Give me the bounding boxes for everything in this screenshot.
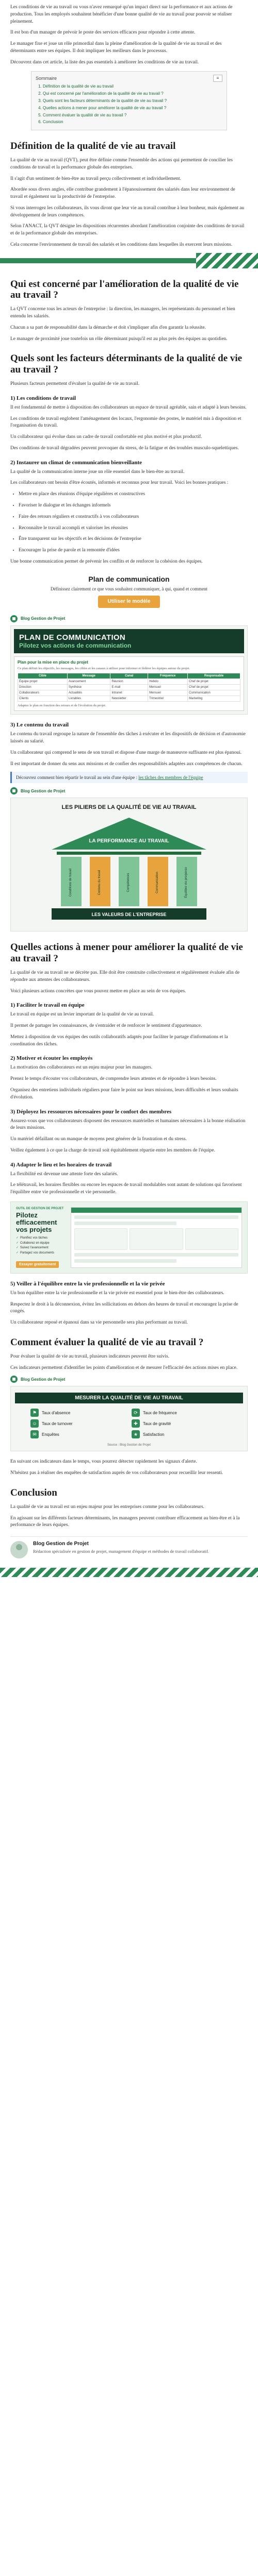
section-heading: Quels sont les facteurs déterminants de la qualité de vie au travail ? — [10, 353, 243, 376]
plan-document — [14, 656, 244, 711]
mockup-row — [74, 1253, 238, 1257]
table-cell: Actualités — [68, 690, 110, 696]
measure-item — [30, 1419, 126, 1428]
paragraph: Une bonne communication permet de prévenir les conflits et de renforcer la cohésion des équipes. — [10, 558, 203, 564]
table-cell: Chef de projet — [188, 679, 240, 685]
pillars-base-label: LES VALEURS DE L'ENTREPRISE — [91, 912, 167, 918]
table-header: Cible — [18, 673, 68, 679]
table-cell: Chef de projet — [188, 685, 240, 690]
measure-item — [30, 1430, 126, 1438]
subsection-heading: 2) Instaurer un climat de communication bienveillante — [10, 459, 142, 466]
subsection-heading: 3) Le contenu du travail — [10, 722, 69, 728]
toc-item[interactable]: 5. Comment évaluer la qualité de vie au travail ? — [43, 113, 222, 118]
pillars-title: LES PILIERS DE LA QUALITÉ DE VIE AU TRAVAIL — [61, 804, 197, 811]
table-cell: E-mail — [110, 685, 148, 690]
paragraph: La QVT concerne tous les acteurs de l'entreprise : la direction, les managers, les représentants du personnel et bien entendu les salariés. — [10, 307, 235, 319]
pillar-label: Compétences — [127, 873, 130, 892]
star-icon: ★ — [132, 1430, 140, 1438]
mockup-card — [130, 1228, 183, 1250]
intro-paragraph: Le manager fixe et joue un rôle primordial dans la pleine d'amélioration de la qualité de vie au travail et des déterminants entre ses équipes. Il doit impliquer les meilleurs dans le processus. — [10, 41, 222, 54]
pillars-illustration — [10, 798, 248, 931]
plan-banner-title: PLAN DE COMMUNICATION — [19, 633, 126, 642]
pillars-roof — [52, 818, 206, 850]
refresh-icon: ⟳ — [132, 1409, 140, 1417]
paragraph: Cela concerne l'environnement de travail des salariés et les conditions dans lesquelles ils exercent leurs missions. — [10, 242, 233, 247]
paragraph: Il s'agit d'un sentiment de bien-être au travail perçu collectivement et individuellement. — [10, 176, 182, 181]
table-cell: Clients — [18, 696, 68, 702]
intro-paragraph: Il est bon d'un manager de prévoir le poste des services efficaces pour répondre à cette attente. — [10, 30, 196, 36]
paragraph: La motivation des collaborateurs est un enjeu majeur pour les managers. — [10, 1065, 153, 1071]
table-cell: Hebdo — [148, 679, 188, 685]
paragraph: Prenez le temps d'écouter vos collaborateurs, de comprendre leurs attentes et de répondre à leurs besoins. — [10, 1076, 217, 1082]
table-cell: Direction — [18, 685, 68, 690]
section-heading: Définition de la qualité de vie au travail — [10, 141, 176, 152]
author-info — [33, 1541, 209, 1554]
table-header: Responsable — [188, 673, 240, 679]
measure-label: Taux de turnover — [42, 1421, 73, 1426]
paragraph: Voici plusieurs actions concrètes que vous pouvez mettre en place au sein de vos équipes. — [10, 988, 186, 994]
mockup-header — [71, 1208, 241, 1213]
list-item: • Reconnaître le travail accompli et valoriser les réussites — [19, 525, 248, 532]
pillars-beam — [57, 852, 201, 855]
smiley-icon: ☺ — [30, 1419, 39, 1428]
decorative-band — [0, 253, 258, 268]
decorative-band — [0, 1568, 258, 1577]
paragraph: Assurez-vous que vos collaborateurs disposent des ressources matérielles et humaines nécessaires à la bonne réalisation de leurs missions. — [10, 1118, 246, 1131]
section-heading: Comment évaluer la qualité de vie au travail ? — [10, 1337, 204, 1348]
paragraph: Un collaborateur qui comprend le sens de son travail et dispose d'une marge de manœuvre suffisante est plus épanoui. — [10, 750, 242, 755]
paragraph: Un collaborateur qui évolue dans un cadre de travail confortable est plus motivé et plus productif. — [10, 434, 202, 440]
toc-item[interactable]: 1. Définition de la qualité de vie au travail — [43, 84, 222, 90]
brand — [10, 615, 248, 622]
table-header: Fréquence — [148, 673, 188, 679]
section-heading: Qui est concerné par l'amélioration de la qualité de vie au travail ? — [10, 278, 239, 301]
author-name[interactable]: Blog Gestion de Projet — [33, 1541, 89, 1547]
table-row — [18, 679, 240, 685]
callout-text: Découvrez comment bien répartir le travail au sein d'une équipe — [16, 775, 135, 781]
table-cell: Collaborateurs — [18, 690, 68, 696]
measure-item — [132, 1419, 228, 1428]
toc-item[interactable]: 2. Qui est concerné par l'amélioration de la qualité de vie au travail ? — [43, 91, 222, 97]
measure-label: Taux d'absence — [42, 1410, 71, 1415]
paragraph: Le travail en équipe est un levier important de la qualité de vie au travail. — [10, 1012, 154, 1018]
mockup-row — [74, 1215, 238, 1219]
toc-toggle-button[interactable]: ≡ — [213, 75, 222, 82]
promo-title: Pilotez efficacement vos projets — [16, 1211, 57, 1234]
table-header: Canal — [110, 673, 148, 679]
brand-logo-icon — [10, 615, 18, 622]
paragraph: Un matériel défaillant ou un manque de moyens peut générer de la frustration et du stress. — [10, 1137, 187, 1142]
promo-feature: ✓ Planifiez vos tâches — [16, 1236, 66, 1241]
paragraph: La qualité de la communication interne joue un rôle essentiel dans le bien-être au travail. — [10, 469, 185, 474]
plan-note: Adaptez le plan en fonction des retours et de l'évolution du projet. — [18, 704, 106, 708]
list-item: • Faire des retours réguliers et constructifs à vos collaborateurs — [19, 514, 248, 521]
measure-label: Enquêtes — [42, 1432, 59, 1437]
measure-label: Satisfaction — [143, 1432, 165, 1437]
promo-features — [16, 1236, 66, 1256]
table-cell: Livrables — [68, 696, 110, 702]
author-box — [10, 1536, 248, 1563]
paragraph: Organisez des entretiens individuels réguliers pour faire le point sur leurs missions, leurs difficultés et leurs souhaits d'évolution. — [10, 1087, 238, 1100]
list-item: • Favoriser le dialogue et les échanges informels — [19, 502, 248, 510]
paragraph: Un collaborateur reposé et épanoui dans sa vie personnelle sera plus performant au travail. — [10, 1320, 188, 1326]
subsection-heading: 2) Motiver et écouter les employés — [10, 1055, 93, 1062]
pillar-label: Contenu du travail — [98, 870, 101, 895]
intro-paragraph: Découvrez dans cet article, la liste des pas essentiels à améliorer les conditions de vie au travail. — [10, 59, 199, 65]
brand-name: Blog Gestion de Projet — [21, 788, 66, 793]
band-stripe — [196, 253, 258, 268]
paragraph: La flexibilité est devenue une attente forte des salariés. — [10, 1171, 118, 1177]
table-row — [18, 685, 240, 690]
cta-text: Définissez clairement ce que vous souhaitez communiquer, à qui, quand et comment — [50, 586, 208, 591]
table-header-row — [18, 673, 240, 679]
paragraph: Abordée sous divers angles, elle contribue grandement à l'épanouissement des salariés dans leur environnement de travail et également sur la productivité de l'entreprise. — [10, 187, 235, 200]
table-cell: Marketing — [188, 696, 240, 702]
bullet-list — [10, 491, 248, 554]
table-row — [18, 696, 240, 702]
brand-name: Blog Gestion de Projet — [21, 616, 66, 621]
paragraph: Un bon équilibre entre la vie professionnelle et la vie privée est essentiel pour le bien-être des collaborateurs. — [10, 1290, 224, 1296]
paragraph: Selon l'ANACT, la QVT désigne les dispositions récurrentes abordant l'amélioration conjointe des conditions de travail et de la performance globale des entreprises. — [10, 224, 245, 236]
list-item: • Être transparent sur les objectifs et les décisions de l'entreprise — [19, 536, 248, 543]
subsection-heading: 1) Les conditions de travail — [10, 395, 76, 401]
table-of-contents — [31, 71, 227, 130]
toc-list — [36, 84, 222, 125]
subsection-heading: 4) Adapter le lieu et les horaires de travail — [10, 1161, 112, 1168]
paragraph: Ces indicateurs permettent d'identifier les points d'amélioration et de mesurer l'efficacité des actions mises en place. — [10, 1365, 238, 1370]
subsection-heading: 3) Déployez les ressources nécessaires pour le confort des membres — [10, 1108, 172, 1115]
mockup-row — [74, 1222, 176, 1225]
table-cell: Équipe projet — [18, 679, 68, 685]
measure-item — [132, 1409, 228, 1417]
promo-banner — [10, 1201, 248, 1274]
paragraph: Les conditions de travail englobent l'aménagement des locaux, l'ergonomie des postes, le matériel mis à disposition et l'organisation du travail. — [10, 416, 241, 429]
list-item: • Mettre en place des réunions d'équipe régulières et constructives — [19, 491, 248, 498]
promo-text — [16, 1207, 66, 1268]
pillars-diagram — [21, 814, 237, 927]
table-cell: Intranet — [110, 690, 148, 696]
plan-illustration — [10, 625, 248, 715]
pillar-label: Équilibre vie pro/perso — [185, 867, 188, 899]
paragraph: Veillez également à ce que la charge de travail soit équitablement répartie entre les membres de l'équipe. — [10, 1147, 215, 1153]
section-heading: Quelles actions à mener pour améliorer la qualité de vie au travail ? — [10, 942, 243, 964]
paragraph: Si vous interrogez les collaborateurs, ils vous diront que leur vie au travail contribue à leur bonheur, mais également au développement de leurs compétences. — [10, 205, 245, 218]
table-row — [18, 690, 240, 696]
paragraph: Il permet de partager les connaissances, de s'entraider et de renforcer le sentiment d'appartenance. — [10, 1023, 202, 1029]
promo-app-mockup — [71, 1207, 242, 1268]
plan-document-intro: Ce plan définit les objectifs, les messages, les cibles et les canaux à utiliser pour informer et fédérer les équipes autour du projet. — [18, 666, 190, 670]
paragraph: La qualité de vie au travail (QVT), peut être définie comme l'ensemble des actions qui permettent de concilier les conditions de travail et la performance globale des entreprises. — [10, 157, 233, 170]
table-cell: Communication — [188, 690, 240, 696]
pillar-label: Communication — [156, 872, 159, 894]
table-cell: Synthèse — [68, 685, 110, 690]
paragraph: Pour évaluer la qualité de vie au travail, plusieurs indicateurs peuvent être suivis. — [10, 1353, 170, 1359]
brand — [10, 787, 248, 794]
use-template-button[interactable]: Utiliser le modèle — [98, 596, 160, 608]
paragraph: N'hésitez pas à réaliser des enquêtes de satisfaction auprès de vos collaborateurs pour recueillir leur ressenti. — [10, 1470, 223, 1476]
table-cell: Newsletter — [110, 696, 148, 702]
paragraph: Le contenu du travail regroupe la nature de l'ensemble des tâches à exécuter et les dispositifs de décision et d'autonomie laissés au salarié. — [10, 732, 246, 744]
measure-label: Taux de fréquence — [143, 1410, 177, 1415]
paragraph: Il est fondamental de mettre à disposition des collaborateurs un espace de travail agréable, sain et adapté à leurs besoins. — [10, 404, 247, 410]
mockup-cards — [74, 1228, 238, 1250]
table-cell: Réunion — [110, 679, 148, 685]
paragraph: Chacun a sa part de responsabilité dans la démarche et doit s'impliquer afin d'en garantir la réussite. — [10, 325, 206, 330]
brand — [10, 1376, 248, 1383]
toc-title: Sommaire — [36, 76, 57, 81]
toc-item[interactable]: 3. Quels sont les facteurs déterminants de la qualité de vie au travail ? — [43, 98, 222, 104]
paragraph: Respectez le droit à la déconnexion, évitez les sollicitations en dehors des heures de travail et encouragez la prise de congés. — [10, 1301, 238, 1314]
intro-paragraph: Les conditions de vie au travail ou vous n'avez remarqué qu'un impact direct sur la performance et aux actions de production. Tous les employés souhaitent bénéficier d'une bonne qualité de vie au travail pour pouvoir se réaliser pleinement. — [10, 5, 233, 24]
paragraph: En agissant sur les différents facteurs déterminants, les managers peuvent contribuer efficacement au bien-être et à la performance de leurs équipes. — [10, 1515, 240, 1528]
table-header: Message — [68, 673, 110, 679]
table-cell: Avancement — [68, 679, 110, 685]
measure-label: Taux de gravité — [143, 1421, 171, 1426]
brand-name: Blog Gestion de Projet — [21, 1377, 66, 1382]
plan-document-title: Plan pour la mise en place du projet — [18, 659, 88, 665]
cross-icon: ✚ — [132, 1419, 140, 1428]
table-cell: Mensuel — [148, 685, 188, 690]
try-free-button[interactable]: Essayer gratuitement — [16, 1261, 59, 1268]
paragraph: La qualité de vie au travail ne se décrète pas. Elle doit être construite collectivement et régulièrement évaluée afin de répondre aux attentes des collaborateurs. — [10, 970, 240, 982]
paragraph: Mettez à disposition de vos équipes des outils collaboratifs adaptés pour faciliter le partage d'informations et la coordination des tâches. — [10, 1034, 228, 1047]
brand-logo-icon — [10, 787, 18, 794]
table-cell: Trimestriel — [148, 696, 188, 702]
measure-item — [132, 1430, 228, 1438]
pillars-roof-label: LA PERFORMANCE AU TRAVAIL — [89, 838, 169, 844]
table-cell: Mensuel — [148, 690, 188, 696]
brand-logo-icon — [10, 1376, 18, 1383]
measure-title: MESURER LA QUALITÉ DE VIE AU TRAVAIL — [15, 1393, 243, 1403]
paragraph: Le télétravail, les horaires flexibles ou encore les espaces de travail modulables sont autant de solutions qui favorisent l'équilibre entre vie professionnelle et vie personnelle. — [10, 1182, 242, 1195]
mockup-card — [74, 1228, 127, 1250]
section-heading: Conclusion — [10, 1487, 57, 1498]
paragraph: Il est important de donner du sens aux missions et de confier des responsabilités adaptées aux compétences de chacun. — [10, 761, 243, 767]
author-bio: Rédaction spécialisée en gestion de projet, management d'équipe et méthodes de travail collaboratif. — [33, 1549, 209, 1554]
mockup-row — [74, 1259, 176, 1263]
cta-title: Plan de communication — [88, 574, 170, 583]
measure-grid — [15, 1406, 243, 1440]
subsection-heading: 1) Faciliter le travail en équipe — [10, 1002, 85, 1009]
promo-feature: ✓ Suivez l'avancement — [16, 1246, 66, 1250]
mockup-card — [185, 1228, 238, 1250]
subsection-heading: 5) Veiller à l'équilibre entre la vie professionnelle et la vie privée — [10, 1280, 165, 1287]
paragraph: Des conditions de travail dégradées peuvent provoquer du stress, de la fatigue et des troubles musculo-squelettiques. — [10, 445, 239, 451]
plan-banner-subtitle: Pilotez vos actions de communication — [19, 641, 132, 649]
measure-illustration — [10, 1386, 248, 1451]
toc-item[interactable]: 4. Quelles actions à mener pour améliorer la qualité de vie au travail ? — [43, 106, 222, 111]
promo-feature: ✓ Collaborez en équipe — [16, 1242, 66, 1246]
toc-header — [36, 75, 222, 82]
measure-footer: Source : Blog Gestion de Projet — [107, 1444, 151, 1447]
avatar — [10, 1541, 28, 1558]
list-item: • Encourager la prise de parole et la remontée d'idées — [19, 547, 248, 554]
paragraph: La qualité de vie au travail est un enjeu majeur pour les entreprises comme pour les collaborateurs. — [10, 1504, 204, 1510]
measure-item — [30, 1409, 126, 1417]
plan-table — [18, 673, 240, 702]
paragraph: Les collaborateurs ont besoin d'être écoutés, informés et reconnus pour leur travail. Voici les bonnes pratiques : — [10, 480, 229, 486]
paragraph: En suivant ces indicateurs dans le temps, vous pourrez détecter rapidement les signaux d'alerte. — [10, 1459, 197, 1465]
toc-item[interactable]: 6. Conclusion — [43, 120, 222, 125]
pillar-label: Conditions de travail — [69, 869, 72, 897]
flag-icon: ⚑ — [30, 1409, 39, 1417]
callout-link[interactable]: les tâches des membres de l'équipe — [138, 775, 203, 781]
promo-tag: OUTIL DE GESTION DE PROJET — [16, 1207, 64, 1210]
plan-banner — [14, 629, 244, 653]
promo-feature: ✓ Partagez vos documents — [16, 1251, 66, 1256]
paragraph: Le manager de proximité joue toutefois un rôle déterminant puisqu'il est au plus près des équipes au quotidien. — [10, 336, 228, 342]
paragraph: Plusieurs facteurs permettent d'évaluer la qualité de vie au travail. — [10, 381, 140, 387]
read-more-callout: Découvrez comment bien répartir le travail au sein d'une équipe : les tâches des membres de l'équipe — [10, 772, 248, 783]
mail-icon: ✉ — [30, 1430, 39, 1438]
